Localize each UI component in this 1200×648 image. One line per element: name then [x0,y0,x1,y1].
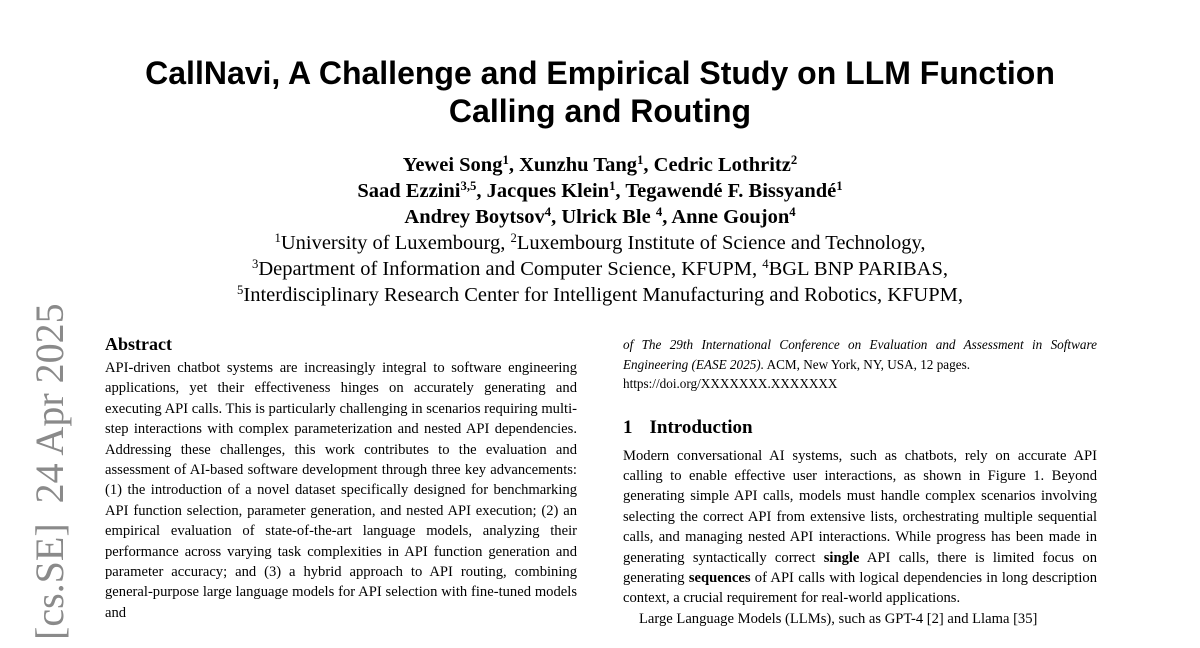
author-name: Andrey Boytsov [404,206,545,228]
author-line-2: Saad Ezzini$^{3,5}$, Jacques Klein$^1$, Tegawendé F. Bissyandé$^1$ [357,179,843,202]
arxiv-side-stamp: [cs.SE] 24 Apr 2025 [27,303,72,640]
affil-mark: 3 [251,257,259,272]
author-name: Saad Ezzini [357,180,461,202]
right-column [623,335,1097,629]
emphasis-sequences: sequences [688,569,751,586]
reference-publisher: ACM, New York, NY, USA, 12 pages. [764,356,971,372]
acm-reference [623,335,1097,374]
affiliation-line-2 [60,256,1140,282]
author-line-3: Andrey Boytsov$^4$, Ulrick Ble $^4$, Anne Goujon$^4$ [404,205,796,228]
section-number: 1 [623,416,633,438]
section-heading-introduction [623,416,1097,440]
affiliation-text: Interdisciplinary Research Center for Intelligent Manufacturing and Robotics, KFUPM, [243,284,963,306]
intro-paragraph-2: Large Language Models (LLMs), such as GPT-4 [2] and Llama [35] [639,610,1038,627]
affil-mark: 2 [510,231,517,246]
author-affil-mark: 4 [544,205,552,220]
author-affil-mark: 1 [836,179,843,194]
author-line-1: Yewei Song$^1$, Xunzhu Tang$^1$, Cedric Lothritz$^2$ [402,153,798,176]
abstract-heading: Abstract [105,334,172,354]
author-name: Tegawendé F. Bissyandé [625,180,837,202]
left-column [105,332,577,623]
affiliation-text: Luxembourg Institute of Science and Technology, [516,232,926,254]
author-name: Yewei Song [402,154,503,176]
author-affil-mark: 4 [655,205,663,220]
affiliation-text: Department of Information and Computer Science, KFUPM, [258,258,763,280]
author-name: Ulrick Ble [561,206,656,228]
author-name: Jacques Klein [486,180,610,202]
author-affil-mark: 1 [502,153,509,168]
author-name: Anne Goujon [671,206,790,228]
title-line-2: Calling and Routing [448,93,752,129]
affiliation-text: University of Luxembourg, [280,232,511,254]
paper-title [60,54,1140,130]
doi-link[interactable]: https://doi.org/XXXXXXX.XXXXXXX [623,376,838,391]
affil-mark: 5 [237,283,244,298]
author-affil-mark: 2 [790,153,798,168]
author-affil-mark: 1 [609,179,616,194]
reference-venue: of The 29th International Conference on Evaluation and Assessment in Software Engineering (EASE 2025). [623,337,1097,372]
section-title: Introduction [649,416,753,438]
affiliation-text: BGL BNP PARIBAS, [768,258,948,280]
author-block [60,152,1140,308]
emphasis-single: single [823,549,860,566]
affiliation-line-3 [60,282,1140,308]
author-affil-mark: 1 [637,153,644,168]
affiliation-line-1 [60,230,1140,256]
author-affil-mark: 3,5 [460,179,477,194]
author-name: Cedric Lothritz [653,154,791,176]
title-line-1: CallNavi, A Challenge and Empirical Study on LLM Function [145,55,1055,91]
intro-paragraph-1: Modern conversational AI systems, such as chatbots, rely on accurate API calling to enable effective user interactions, as shown in Figure 1. Beyond generating simple API calls, models must handle complex scenarios involving selecting the correct API from extensive lists, orchestrating multiple sequential calls, and managing nested API interactions. While progress has been made in generating syntactically correct single API calls, there is limited focus on generating sequences of API calls with logical dependencies in long description context, a crucial requirement for real-world applications. [623,447,1097,607]
author-name: Xunzhu Tang [519,154,638,176]
affil-mark: 1 [274,231,281,246]
affil-mark: 4 [762,257,769,272]
abstract-body: API-driven chatbot systems are increasingly integral to software engineering applications, yet their effectiveness hinges on accurately generating and executing API calls. This is particularly challenging in scenarios requiring multi-step interactions with complex parameterization and nested API dependencies. Addressing these challenges, this work contributes to the evaluation and assessment of AI-based software development through three key advancements: (1) the introduction of a novel dataset specifically designed for benchmarking API function selection, parameter generation, and nested API execution; (2) an empirical evaluation of state-of-the-art language models, analyzing their performance across varying task complexities in API function generation and parameter accuracy; and (3) a hybrid approach to API routing, combining general-purpose large language models for API selection with fine-tuned models and [105,360,577,621]
author-affil-mark: 4 [789,205,796,220]
